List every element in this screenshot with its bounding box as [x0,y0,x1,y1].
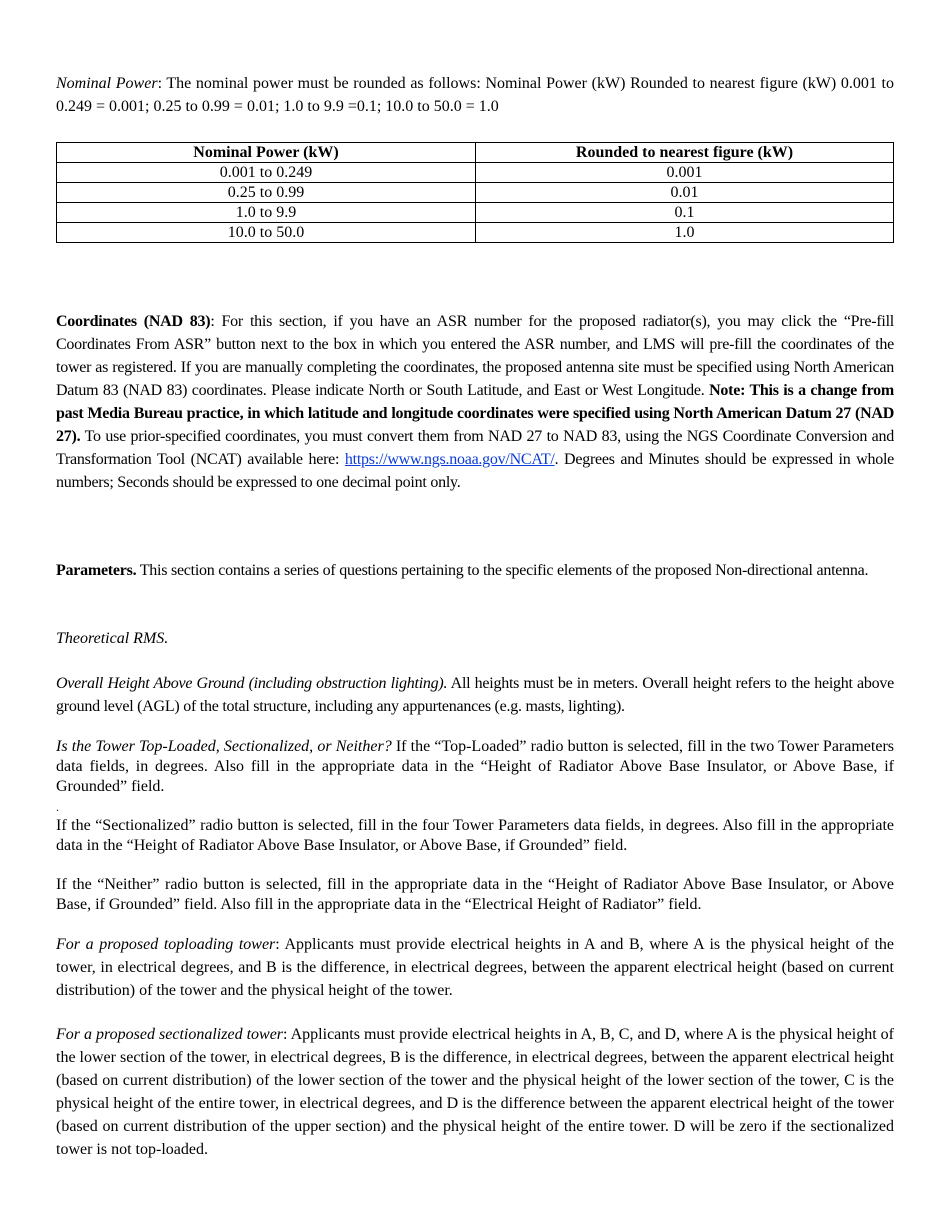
coordinates-paragraph [56,310,894,494]
nominal-power-paragraph [56,72,894,118]
parameters-text: This section contains a series of questions pertaining to the specific elements of the proposed Non-directional antenna. [136,562,869,579]
table-cell: 0.001 [476,163,894,183]
sectionalized-tower-text: : Applicants must provide electrical heights in A, B, C, and D, where A is the physical height of the lower section of the tower, in electrical degrees, B is the difference, in electrical degrees, between the apparent electrical height (based on current distribution) of the lower section of the tower and the physical height of the lower section of the tower, C is the physical height of the entire tower, in electrical degrees, and D is the difference between the apparent electrical height of the tower (based on current distribution of the upper section) and the physical height of the entire tower. D will be zero if the sectionalized tower is not top-loaded. [56,1026,895,1158]
coordinates-label: Coordinates (NAD 83) [56,313,211,330]
tower-type-label: Is the Tower Top-Loaded, Sectionalized, or Neither? [56,738,392,755]
sectionalized-tower-paragraph [56,1023,894,1161]
nominal-power-table [56,142,894,243]
table-cell: 0.25 to 0.99 [57,183,476,203]
tower-type-paragraph [56,737,894,797]
table-cell: 1.0 to 9.9 [57,203,476,223]
coordinates-text-2: To use prior-specified coordinates, you must convert them from NAD 27 to NAD 83, using the NGS Coordinate Conversion and Transformation Tool (NCAT) available here: [56,428,894,468]
toploading-text: : Applicants must provide electrical heights in A and B, where A is the physical height of the tower, in electrical degrees, and B is the difference, in electrical degrees, between the apparent electrical height (based on current distribution) of the tower and the physical height of the tower. [56,936,895,999]
neither-paragraph: If the “Neither” radio button is selected, fill in the appropriate data in the “Height of Radiator Above Base Insulator, or Above Base, if Grounded” field. Also fill in the appropriate data in the “Electrical Height of Radiator” field. [56,876,894,913]
table-cell: 10.0 to 50.0 [57,223,476,243]
toploading-label: For a proposed toploading tower [56,936,276,953]
nominal-power-text: : The nominal power must be rounded as follows: Nominal Power (kW) Rounded to nearest figure (kW) 0.001 to 0.249 = 0.001; 0.25 to 0.99 = 0.01; 1.0 to 9.9 =0.1; 10.0 to 50.0 = 1.0 [56,75,895,115]
table-row [57,183,894,203]
table-header-row [57,143,894,163]
table-row [57,203,894,223]
table-row [57,223,894,243]
parameters-label: Parameters. [56,562,137,579]
overall-height-label: Overall Height Above Ground (including obstruction lighting). [56,675,448,692]
table-cell: 0.1 [476,203,894,223]
coordinates-note: Note: This is a change from past Media Bureau practice, in which latitude and longitude coordinates were specified using North American Datum 27 (NAD 27). [56,382,894,445]
coordinates-text: : For this section, if you have an ASR number for the proposed radiator(s), you may click the “Pre-fill Coordinates From ASR” button next to the box in which you entered the ASR number, and LMS will pre-fill the coordinates of the tower as registered. If you are manually completing the coordinates, the proposed antenna site must be specified using North American Datum 83 (NAD 83) coordinates. Please indicate North or South Latitude, and East or West Longitude. [56,313,895,399]
stray-dot: . [56,800,59,814]
tower-type-text: If the “Top-Loaded” radio button is selected, fill in the two Tower Parameters data fields, in degrees. Also fill in the appropriate data in the “Height of Radiator Above Base Insulator, or Above Base, if Grounded” field. [56,738,894,795]
overall-height-paragraph [56,672,894,718]
table-row [57,163,894,183]
sectionalized-tower-label: For a proposed sectionalized tower [56,1026,284,1043]
table-header-rounded: Rounded to nearest figure (kW) [476,143,894,163]
sectionalized-paragraph: If the “Sectionalized” radio button is selected, fill in the four Tower Parameters data fields, in degrees. Also fill in the appropriate data in the “Height of Radiator Above Base Insulator, or Above Base, if Grounded” field. [56,817,894,854]
table-header-nominal: Nominal Power (kW) [57,143,476,163]
nominal-power-label: Nominal Power [56,75,158,92]
theoretical-rms-label: Theoretical RMS. [56,630,169,647]
ncat-link[interactable]: https://www.ngs.noaa.gov/NCAT/ [344,451,555,468]
overall-height-text: All heights must be in meters. Overall height refers to the height above ground level (AGL) of the total structure, including any appurtenances (e.g. masts, lighting). [56,675,894,715]
theoretical-rms-heading [56,627,894,650]
parameters-paragraph [56,559,894,582]
toploading-paragraph [56,933,894,1002]
table-cell: 0.001 to 0.249 [57,163,476,183]
table-cell: 1.0 [476,223,894,243]
table-cell: 0.01 [476,183,894,203]
coordinates-text-3: . Degrees and Minutes should be expressed in whole numbers; Seconds should be expressed to one decimal point only. [56,451,894,491]
